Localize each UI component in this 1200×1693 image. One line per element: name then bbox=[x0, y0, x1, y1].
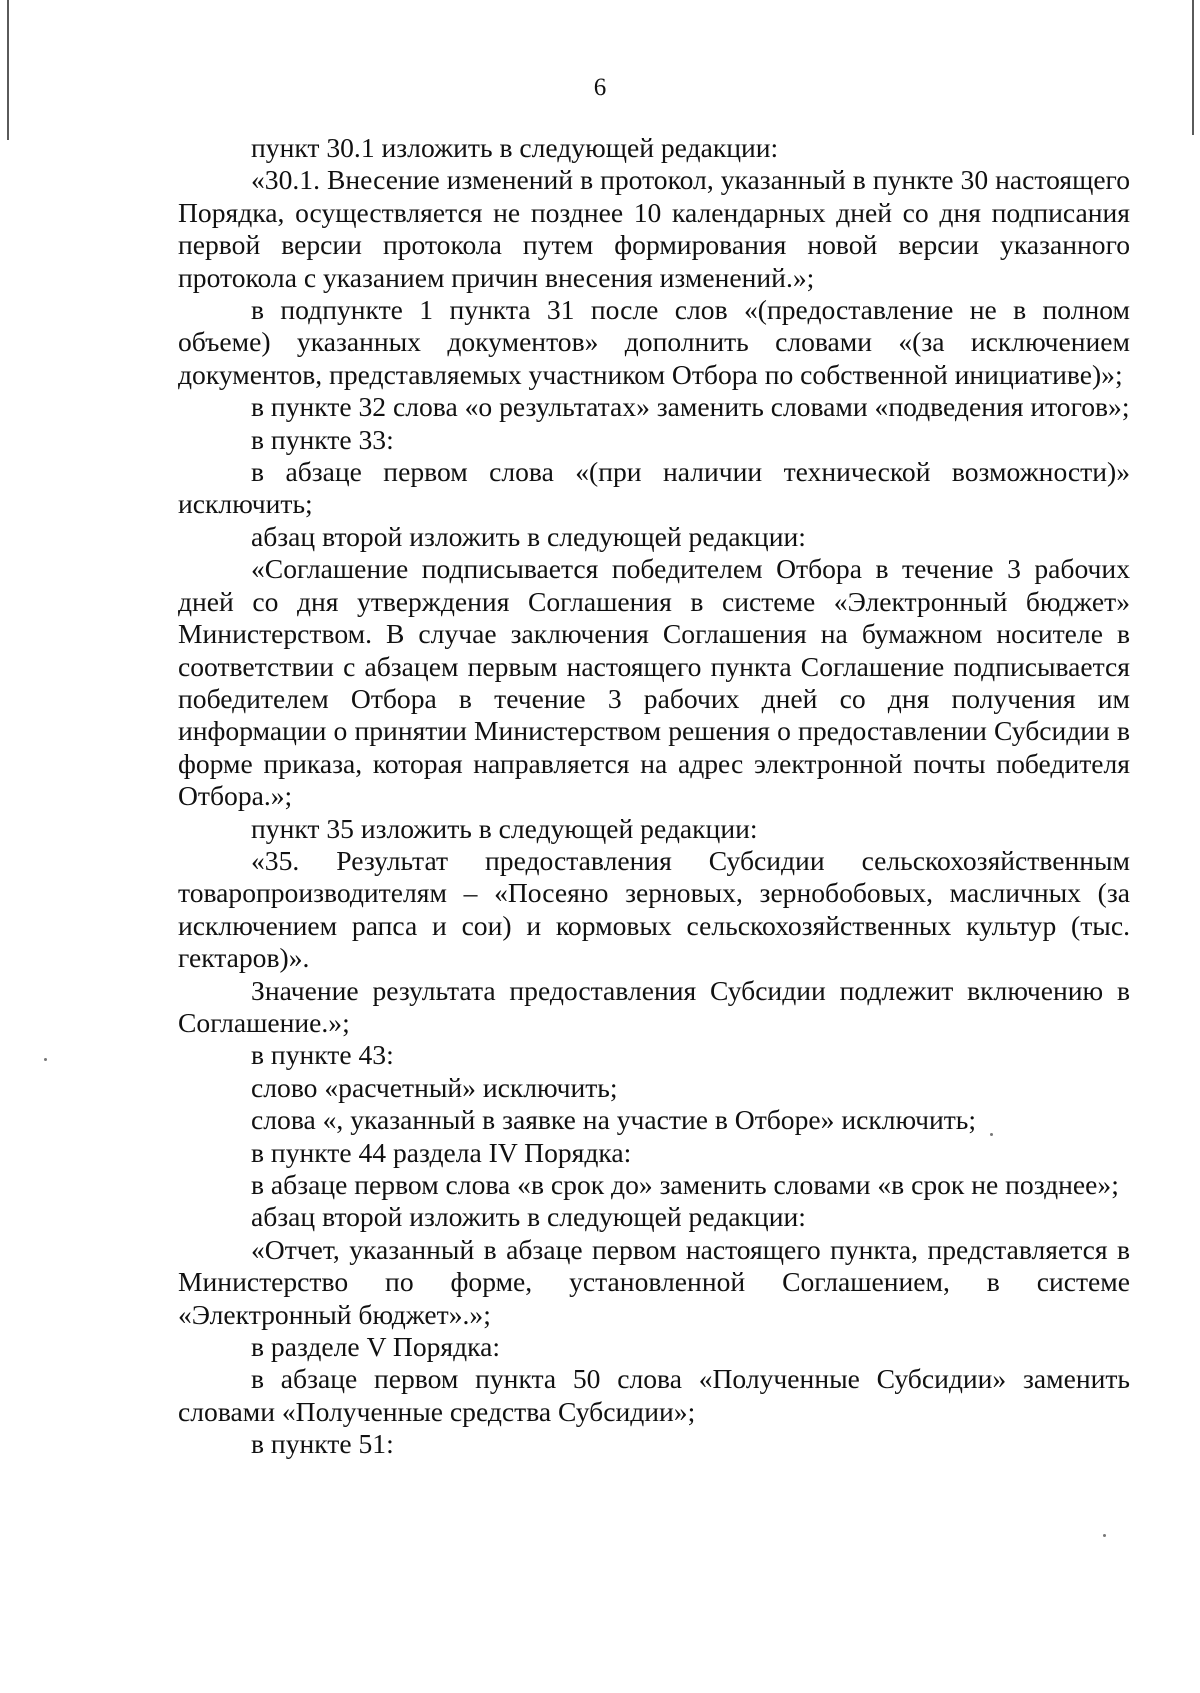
paragraph: в абзаце первом слова «в срок до» заменить словами «в срок не позднее»; bbox=[251, 1169, 1119, 1200]
paragraph: слова «, указанный в заявке на участие в Отборе» исключить; bbox=[251, 1104, 977, 1136]
paragraph: пункт 30.1 изложить в следующей редакции: bbox=[251, 132, 779, 163]
paragraph: в пункте 43: bbox=[251, 1039, 394, 1071]
document-body bbox=[178, 132, 1130, 1461]
paragraph: в абзаце первом слова «(при наличии технической возможности)» исключить; bbox=[178, 456, 1130, 520]
paragraph: в абзаце первом пункта 50 слова «Полученные Субсидии» заменить словами «Полученные средства Субсидии»; bbox=[178, 1363, 1130, 1427]
paragraph: абзац второй изложить в следующей редакции: bbox=[251, 1201, 806, 1233]
paragraph: пункт 35 изложить в следующей редакции: bbox=[251, 812, 758, 844]
paragraph: «Соглашение подписывается победителем Отбора в течение 3 рабочих дней со дня утверждения Соглашения в системе «Электронный бюджет» Министерством. В случае заключения Соглашения на бумажном носителе в соответствии с абзацем первым настоящего пункта Соглашение подписывается победителем Отбора в течение 3 рабочих дней со дня получения им информации о принятии Министерством решения о предоставлении Субсидии в форме приказа, которая направляется на адрес электронной почты победителя Отбора.»; bbox=[178, 553, 1130, 812]
paragraph: слово «расчетный» исключить; bbox=[251, 1071, 618, 1103]
paragraph: в подпункте 1 пункта 31 после слов «(предоставление не в полном объеме) указанных документов» дополнить словами «(за исключением документов, представляемых участником Отбора по собственной инициативе)»; bbox=[178, 294, 1130, 390]
paragraph: в пункте 51: bbox=[251, 1428, 394, 1460]
paragraph: в пункте 32 слова «о результатах» заменить словами «подведения итогов»; bbox=[251, 391, 1130, 423]
scan-edge-right bbox=[1192, 0, 1194, 135]
paragraph: «Отчет, указанный в абзаце первом настоящего пункта, представляется в Министерство по форме, установленной Соглашением, в системе «Электронный бюджет».»; bbox=[178, 1233, 1130, 1330]
paragraph: «30.1. Внесение изменений в протокол, указанный в пункте 30 настоящего Порядка, осуществляется не позднее 10 календарных дней со дня подписания первой версии протокола путем формирования новой версии указанного протокола с указанием причин внесения изменений.»; bbox=[178, 164, 1130, 293]
paragraph: в пункте 44 раздела IV Порядка: bbox=[251, 1136, 632, 1168]
scan-edge-left bbox=[7, 0, 9, 140]
paragraph: абзац второй изложить в следующей редакции: bbox=[251, 520, 806, 552]
scan-speck bbox=[1103, 1534, 1106, 1537]
paragraph: «35. Результат предоставления Субсидии сельскохозяйственным товаропроизводителям – «Посеяно зерновых, зернобобовых, масличных (за исключением рапса и сои) и кормовых сельскохозяйственных культур (тыс. гектаров)». bbox=[178, 844, 1130, 974]
page-number: 6 bbox=[593, 74, 607, 101]
scan-speck bbox=[44, 1058, 47, 1061]
paragraph: в разделе V Порядка: bbox=[251, 1331, 501, 1363]
paragraph: в пункте 33: bbox=[251, 423, 394, 455]
paragraph: Значение результата предоставления Субсидии подлежит включению в Соглашение.»; bbox=[178, 974, 1130, 1038]
